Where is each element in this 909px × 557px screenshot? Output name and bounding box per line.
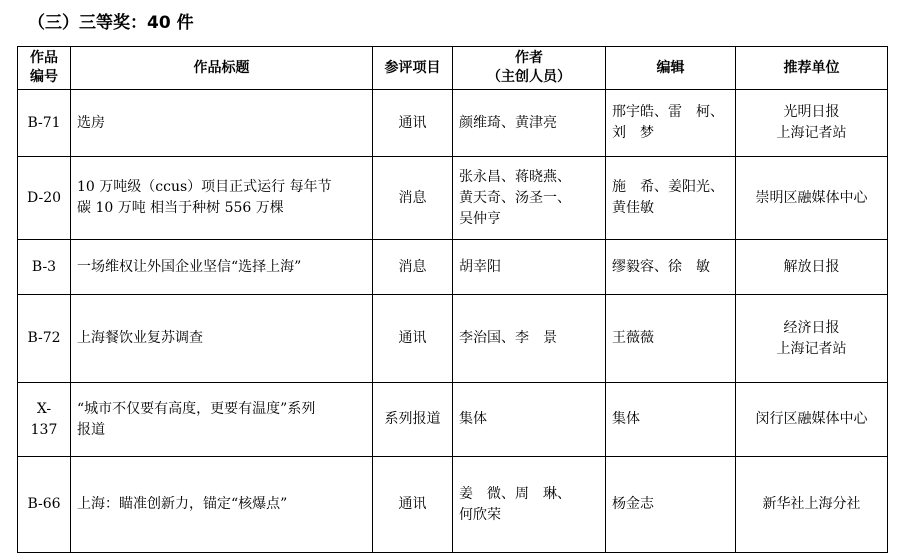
cell-title-line: 一场维权让外国企业坚信“选择上海”	[77, 258, 302, 275]
cell-editor	[606, 157, 736, 240]
cell-category: 通讯	[373, 295, 453, 383]
cell-category: 消息	[373, 240, 453, 295]
cell-author	[453, 90, 606, 157]
header-author-line2: （主创人员）	[487, 69, 571, 85]
cell-id: B-72	[18, 295, 71, 383]
cell-unit	[736, 457, 888, 553]
cell-title	[71, 240, 373, 295]
cell-author	[453, 383, 606, 457]
cell-unit-line: 上海记者站	[776, 125, 847, 141]
header-author	[453, 47, 606, 90]
cell-title	[71, 295, 373, 383]
cell-unit-line: 经济日报	[783, 319, 840, 336]
cell-editor-line: 施 希、姜阳光、	[612, 179, 724, 195]
cell-unit-line: 上海记者站	[776, 340, 847, 357]
cell-author-line: 胡幸阳	[459, 258, 501, 275]
cell-editor	[606, 90, 736, 157]
cell-title	[71, 383, 373, 457]
cell-unit-line: 崇明区融媒体中心	[755, 189, 868, 206]
cell-id: B-66	[18, 457, 71, 553]
cell-unit-line: 解放日报	[783, 258, 840, 275]
header-id-line1: 作品	[30, 50, 58, 66]
header-unit: 推荐单位	[736, 47, 888, 90]
cell-unit-line: 新华社上海分社	[762, 496, 861, 512]
cell-category: 消息	[373, 157, 453, 240]
cell-editor	[606, 457, 736, 553]
cell-editor	[606, 383, 736, 457]
table-row	[18, 240, 888, 295]
header-category: 参评项目	[373, 47, 453, 90]
header-id-line2: 编号	[30, 69, 58, 85]
cell-author-line: 黄天奇、汤圣一、	[459, 189, 571, 206]
cell-category: 通讯	[373, 457, 453, 553]
header-id	[18, 47, 71, 90]
cell-title-line: 报道	[77, 421, 105, 438]
cell-title-line: 上海餐饮业复苏调查	[77, 330, 203, 346]
cell-author-line: 李治国、李 景	[459, 330, 557, 346]
cell-title-line: 10 万吨级（ccus）项目正式运行 每年节	[77, 179, 332, 195]
cell-author	[453, 295, 606, 383]
cell-unit	[736, 295, 888, 383]
cell-title-line: 碳 10 万吨 相当于种树 556 万棵	[77, 200, 284, 216]
table-row	[18, 383, 888, 457]
cell-unit	[736, 383, 888, 457]
cell-editor-line: 邢宇皓、雷 柯、	[612, 104, 724, 120]
cell-author-line: 吴仲亨	[459, 210, 501, 227]
section-title: （三）三等奖：40 件	[28, 13, 194, 33]
cell-author-line: 张永昌、蒋晓燕、	[459, 168, 571, 185]
awards-table	[17, 46, 888, 553]
cell-author-line: 姜 微、周 琳、	[459, 485, 571, 502]
cell-editor-line: 刘 梦	[612, 125, 654, 141]
cell-title	[71, 90, 373, 157]
cell-unit-line: 光明日报	[783, 104, 840, 120]
cell-unit	[736, 90, 888, 157]
cell-editor-line: 黄佳敏	[612, 200, 654, 216]
cell-editor	[606, 240, 736, 295]
cell-title	[71, 457, 373, 553]
cell-editor-line: 缪毅容、徐 敏	[612, 258, 710, 275]
header-author-line1: 作者	[515, 50, 543, 66]
cell-id: B-3	[18, 240, 71, 295]
cell-unit	[736, 157, 888, 240]
cell-editor-line: 杨金志	[612, 496, 654, 512]
cell-editor-line: 王薇薇	[612, 330, 654, 346]
cell-category: 通讯	[373, 90, 453, 157]
cell-author-line: 集体	[459, 411, 487, 427]
cell-author-line: 何欣荣	[459, 506, 501, 523]
table-header-row	[18, 47, 888, 90]
cell-editor-line: 集体	[612, 411, 640, 427]
cell-category: 系列报道	[373, 383, 453, 457]
cell-id: X-137	[18, 383, 71, 457]
cell-author	[453, 240, 606, 295]
cell-unit	[736, 240, 888, 295]
cell-unit-line: 闵行区融媒体中心	[755, 411, 868, 427]
header-editor: 编辑	[606, 47, 736, 90]
table-row	[18, 295, 888, 383]
cell-title-line: 选房	[77, 114, 105, 131]
cell-title-line: 上海：瞄准创新力，锚定“核爆点”	[77, 496, 288, 512]
cell-id: B-71	[18, 90, 71, 157]
cell-title-line: “城市不仅要有高度，更要有温度”系列	[77, 400, 316, 417]
table-row	[18, 90, 888, 157]
cell-author	[453, 157, 606, 240]
cell-author-line: 颜维琦、黄津亮	[459, 114, 557, 131]
table-row	[18, 457, 888, 553]
cell-id: D-20	[18, 157, 71, 240]
header-title: 作品标题	[71, 47, 373, 90]
cell-author	[453, 457, 606, 553]
cell-title	[71, 157, 373, 240]
cell-editor	[606, 295, 736, 383]
table-row	[18, 157, 888, 240]
